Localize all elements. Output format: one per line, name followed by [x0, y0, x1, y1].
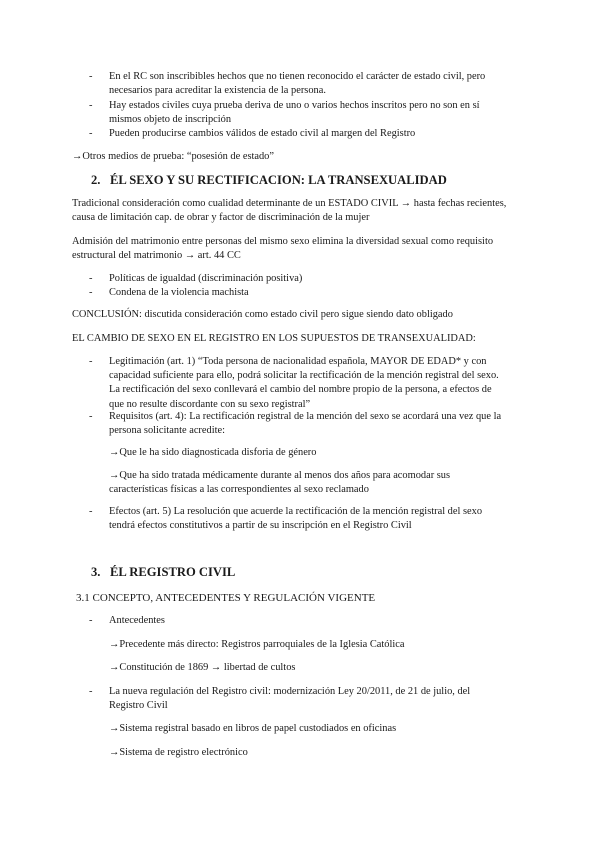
list-item — [89, 614, 504, 628]
list-item — [89, 685, 504, 713]
bullet-dash: - — [89, 615, 93, 626]
subheading: EL CAMBIO DE SEXO EN EL REGISTRO EN LOS SUPUESTOS DE TRANSEXUALIDAD: — [72, 333, 476, 344]
section-heading — [91, 565, 235, 579]
conclusion-paragraph: CONCLUSIÓN: discutida consideración como estado civil pero sigue siendo dato obligado — [72, 309, 453, 320]
list-item-text: Pueden producirse cambios válidos de estado civil al margen del Registro — [109, 128, 416, 139]
bullet-dash: - — [89, 287, 93, 298]
list-item — [89, 355, 504, 412]
section-title: ÉL SEXO Y SU RECTIFICACION: LA TRANSEXUALIDAD — [110, 173, 447, 187]
list-item — [89, 505, 504, 533]
list-item-text: La nueva regulación del Registro civil: modernización Ley 20/2011, de 21 de julio, del Registro Civil — [109, 686, 471, 712]
list-item-text: Condena de la violencia machista — [109, 287, 249, 298]
paragraph: Admisión del matrimonio entre personas del mismo sexo elimina la diversidad sexual como requisito estructural del matrimonio → art. 44 CC — [72, 236, 494, 262]
sub-item: →Sistema de registro electrónico — [109, 747, 248, 758]
list-item-text: Requisitos (art. 4): La rectificación registral de la mención del sexo se acordará una vez que la persona solicitante acredite: — [109, 411, 502, 437]
bullet-dash: - — [89, 686, 93, 697]
list-item — [89, 70, 504, 98]
sub-item: →Que ha sido tratada médicamente durante al menos dos años para acomodar sus características físicas a las correspondientes al sexo reclamado — [109, 470, 451, 496]
bullet-dash: - — [89, 356, 93, 367]
subheading: 3.1 CONCEPTO, ANTECEDENTES Y REGULACIÓN VIGENTE — [76, 592, 376, 604]
section-heading — [91, 173, 447, 187]
bullet-dash: - — [89, 273, 93, 284]
list-item — [89, 410, 504, 438]
list-item-text: Políticas de igualdad (discriminación positiva) — [109, 273, 303, 284]
list-item — [89, 286, 504, 300]
section-number: 3. — [91, 565, 101, 579]
paragraph: Tradicional consideración como cualidad determinante de un ESTADO CIVIL → hasta fechas recientes, causa de limitación cap. de obrar y factor de discriminación de la mujer — [72, 198, 507, 224]
list-item-text: Legitimación (art. 1) “Toda persona de nacionalidad española, MAYOR DE EDAD* y con capacidad suficiente para ello, podrá solicitar la rectificación de la mención registral del sexo. La rectificación del sexo conllevará el cambio del nombre propio de la persona, a efectos de que no resulte discordante con su sexo registral” — [109, 356, 499, 410]
list-item-text: Efectos (art. 5) La resolución que acuerde la rectificación de la mención registral del sexo tendrá efectos constitutivos a partir de su inscripción en el Registro Civil — [109, 506, 483, 532]
sub-item: →Precedente más directo: Registros parroquiales de la Iglesia Católica — [109, 639, 405, 650]
section-title: ÉL REGISTRO CIVIL — [110, 565, 236, 579]
other-means-paragraph: →Otros medios de prueba: “posesión de estado” — [72, 151, 274, 162]
bullet-dash: - — [89, 71, 93, 82]
list-item-text: En el RC son inscribibles hechos que no tienen reconocido el carácter de estado civil, pero necesarios para acreditar la existencia de la persona. — [109, 71, 486, 97]
bullet-dash: - — [89, 100, 93, 111]
list-item — [89, 127, 504, 141]
sub-item: →Sistema registral basado en libros de papel custodiados en oficinas — [109, 723, 397, 734]
bullet-dash: - — [89, 411, 93, 422]
list-item-text: Antecedentes — [109, 615, 165, 626]
sub-item: →Que le ha sido diagnosticada disforia de género — [109, 447, 317, 458]
bullet-dash: - — [89, 128, 93, 139]
list-item-text: Hay estados civiles cuya prueba deriva de uno o varios hechos inscritos pero no son en sí mismos objeto de inscripción — [109, 100, 480, 126]
bullet-dash: - — [89, 506, 93, 517]
list-item — [89, 272, 504, 286]
list-item — [89, 99, 504, 127]
sub-item: →Constitución de 1869 → libertad de cultos — [109, 662, 296, 673]
section-number: 2. — [91, 173, 101, 187]
